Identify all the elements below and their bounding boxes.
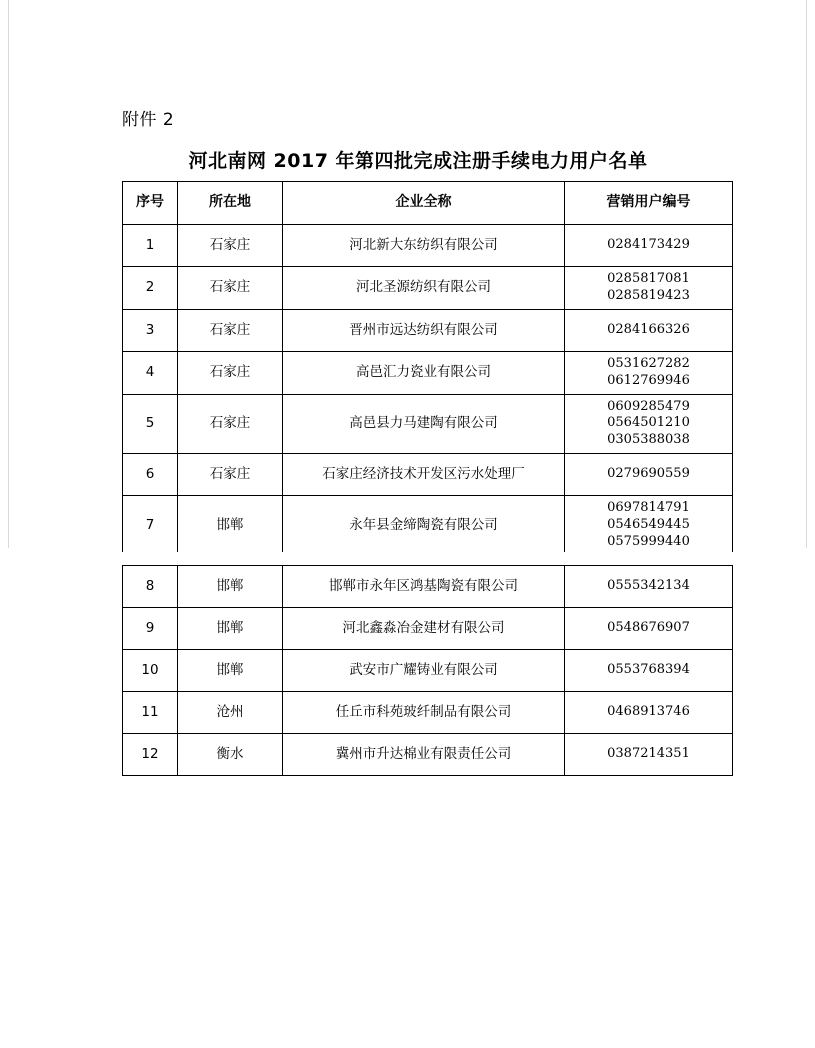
column-header-location: 所在地 (178, 182, 283, 225)
cell-company-name: 高邑汇力瓷业有限公司 (283, 351, 565, 394)
cell-customer-code (565, 496, 733, 552)
customer-code: 0387214351 (607, 746, 690, 762)
cell-company-name: 任丘市科苑玻纤制品有限公司 (283, 692, 565, 734)
customer-code: 0548676907 (607, 620, 690, 636)
table-row (123, 394, 733, 454)
attachment-label: 附件 2 (122, 110, 175, 130)
cell-no: 12 (123, 734, 178, 776)
table-row (123, 566, 733, 608)
customer-code: 0284173429 (607, 237, 690, 253)
column-header-code: 营销用户编号 (565, 182, 733, 225)
table-row (123, 309, 733, 351)
cell-customer-code (565, 309, 733, 351)
table-header-row (123, 182, 733, 225)
page-border-left (8, 0, 9, 548)
cell-company-name: 高邑县力马建陶有限公司 (283, 394, 565, 454)
cell-no: 5 (123, 394, 178, 454)
table-row (123, 454, 733, 496)
cell-location: 邯郸 (178, 608, 283, 650)
cell-customer-code (565, 692, 733, 734)
customer-code: 0279690559 (607, 466, 690, 482)
cell-company-name: 冀州市升达棉业有限责任公司 (283, 734, 565, 776)
table-row (123, 734, 733, 776)
customer-code: 0531627282 (607, 355, 690, 371)
cell-no: 4 (123, 351, 178, 394)
cell-location: 衡水 (178, 734, 283, 776)
cell-no: 9 (123, 608, 178, 650)
table-row (123, 608, 733, 650)
cell-location: 石家庄 (178, 225, 283, 267)
customer-code: 0468913746 (607, 704, 690, 720)
cell-no: 1 (123, 225, 178, 267)
cell-company-name: 河北新大东纺织有限公司 (283, 225, 565, 267)
cell-no: 10 (123, 650, 178, 692)
cell-customer-code (565, 267, 733, 310)
table-row (123, 650, 733, 692)
page-title: 河北南网 2017 年第四批完成注册手续电力用户名单 (188, 150, 648, 172)
cell-location: 石家庄 (178, 394, 283, 454)
customer-code: 0609285479 (607, 398, 690, 414)
cell-customer-code (565, 454, 733, 496)
table-body-part2 (123, 566, 733, 776)
table-row (123, 351, 733, 394)
cell-company-name: 河北圣源纺织有限公司 (283, 267, 565, 310)
customer-code: 0697814791 (607, 500, 690, 516)
table-row (123, 267, 733, 310)
cell-customer-code (565, 394, 733, 454)
customer-code: 0553768394 (607, 662, 690, 678)
cell-company-name: 河北鑫淼冶金建材有限公司 (283, 608, 565, 650)
customer-code: 0575999440 (607, 534, 690, 550)
cell-no: 3 (123, 309, 178, 351)
customer-code: 0612769946 (607, 372, 690, 388)
cell-location: 沧州 (178, 692, 283, 734)
cell-company-name: 晋州市远达纺织有限公司 (283, 309, 565, 351)
table-body-part1 (123, 225, 733, 553)
cell-no: 7 (123, 496, 178, 552)
cell-customer-code (565, 566, 733, 608)
cell-no: 2 (123, 267, 178, 310)
registration-table-part2 (122, 565, 733, 776)
customer-code: 0546549445 (607, 517, 690, 533)
table-row (123, 692, 733, 734)
cell-customer-code (565, 225, 733, 267)
customer-code: 0285817081 (607, 271, 690, 286)
page-border-right (806, 0, 807, 548)
customer-code: 0284166326 (607, 321, 690, 337)
column-header-company: 企业全称 (283, 182, 565, 225)
table-row (123, 225, 733, 267)
cell-no: 11 (123, 692, 178, 734)
cell-location: 邯郸 (178, 566, 283, 608)
customer-code: 0564501210 (607, 415, 690, 431)
cell-company-name: 邯郸市永年区鸿基陶瓷有限公司 (283, 566, 565, 608)
customer-code: 0285819423 (607, 287, 690, 303)
cell-customer-code (565, 650, 733, 692)
cell-location: 邯郸 (178, 650, 283, 692)
cell-customer-code (565, 734, 733, 776)
cell-no: 6 (123, 454, 178, 496)
cell-company-name: 武安市广耀铸业有限公司 (283, 650, 565, 692)
cell-location: 石家庄 (178, 454, 283, 496)
registration-table-part1 (122, 181, 733, 552)
cell-company-name: 永年县金缔陶瓷有限公司 (283, 496, 565, 552)
customer-code: 0305388038 (607, 432, 690, 448)
cell-customer-code (565, 351, 733, 394)
cell-location: 石家庄 (178, 309, 283, 351)
table-row (123, 496, 733, 552)
customer-code: 0555342134 (607, 578, 690, 594)
cell-location: 邯郸 (178, 496, 283, 552)
cell-no: 8 (123, 566, 178, 608)
column-header-no: 序号 (123, 182, 178, 225)
cell-customer-code (565, 608, 733, 650)
cell-location: 石家庄 (178, 351, 283, 394)
cell-location: 石家庄 (178, 267, 283, 310)
cell-company-name: 石家庄经济技术开发区污水处理厂 (283, 454, 565, 496)
